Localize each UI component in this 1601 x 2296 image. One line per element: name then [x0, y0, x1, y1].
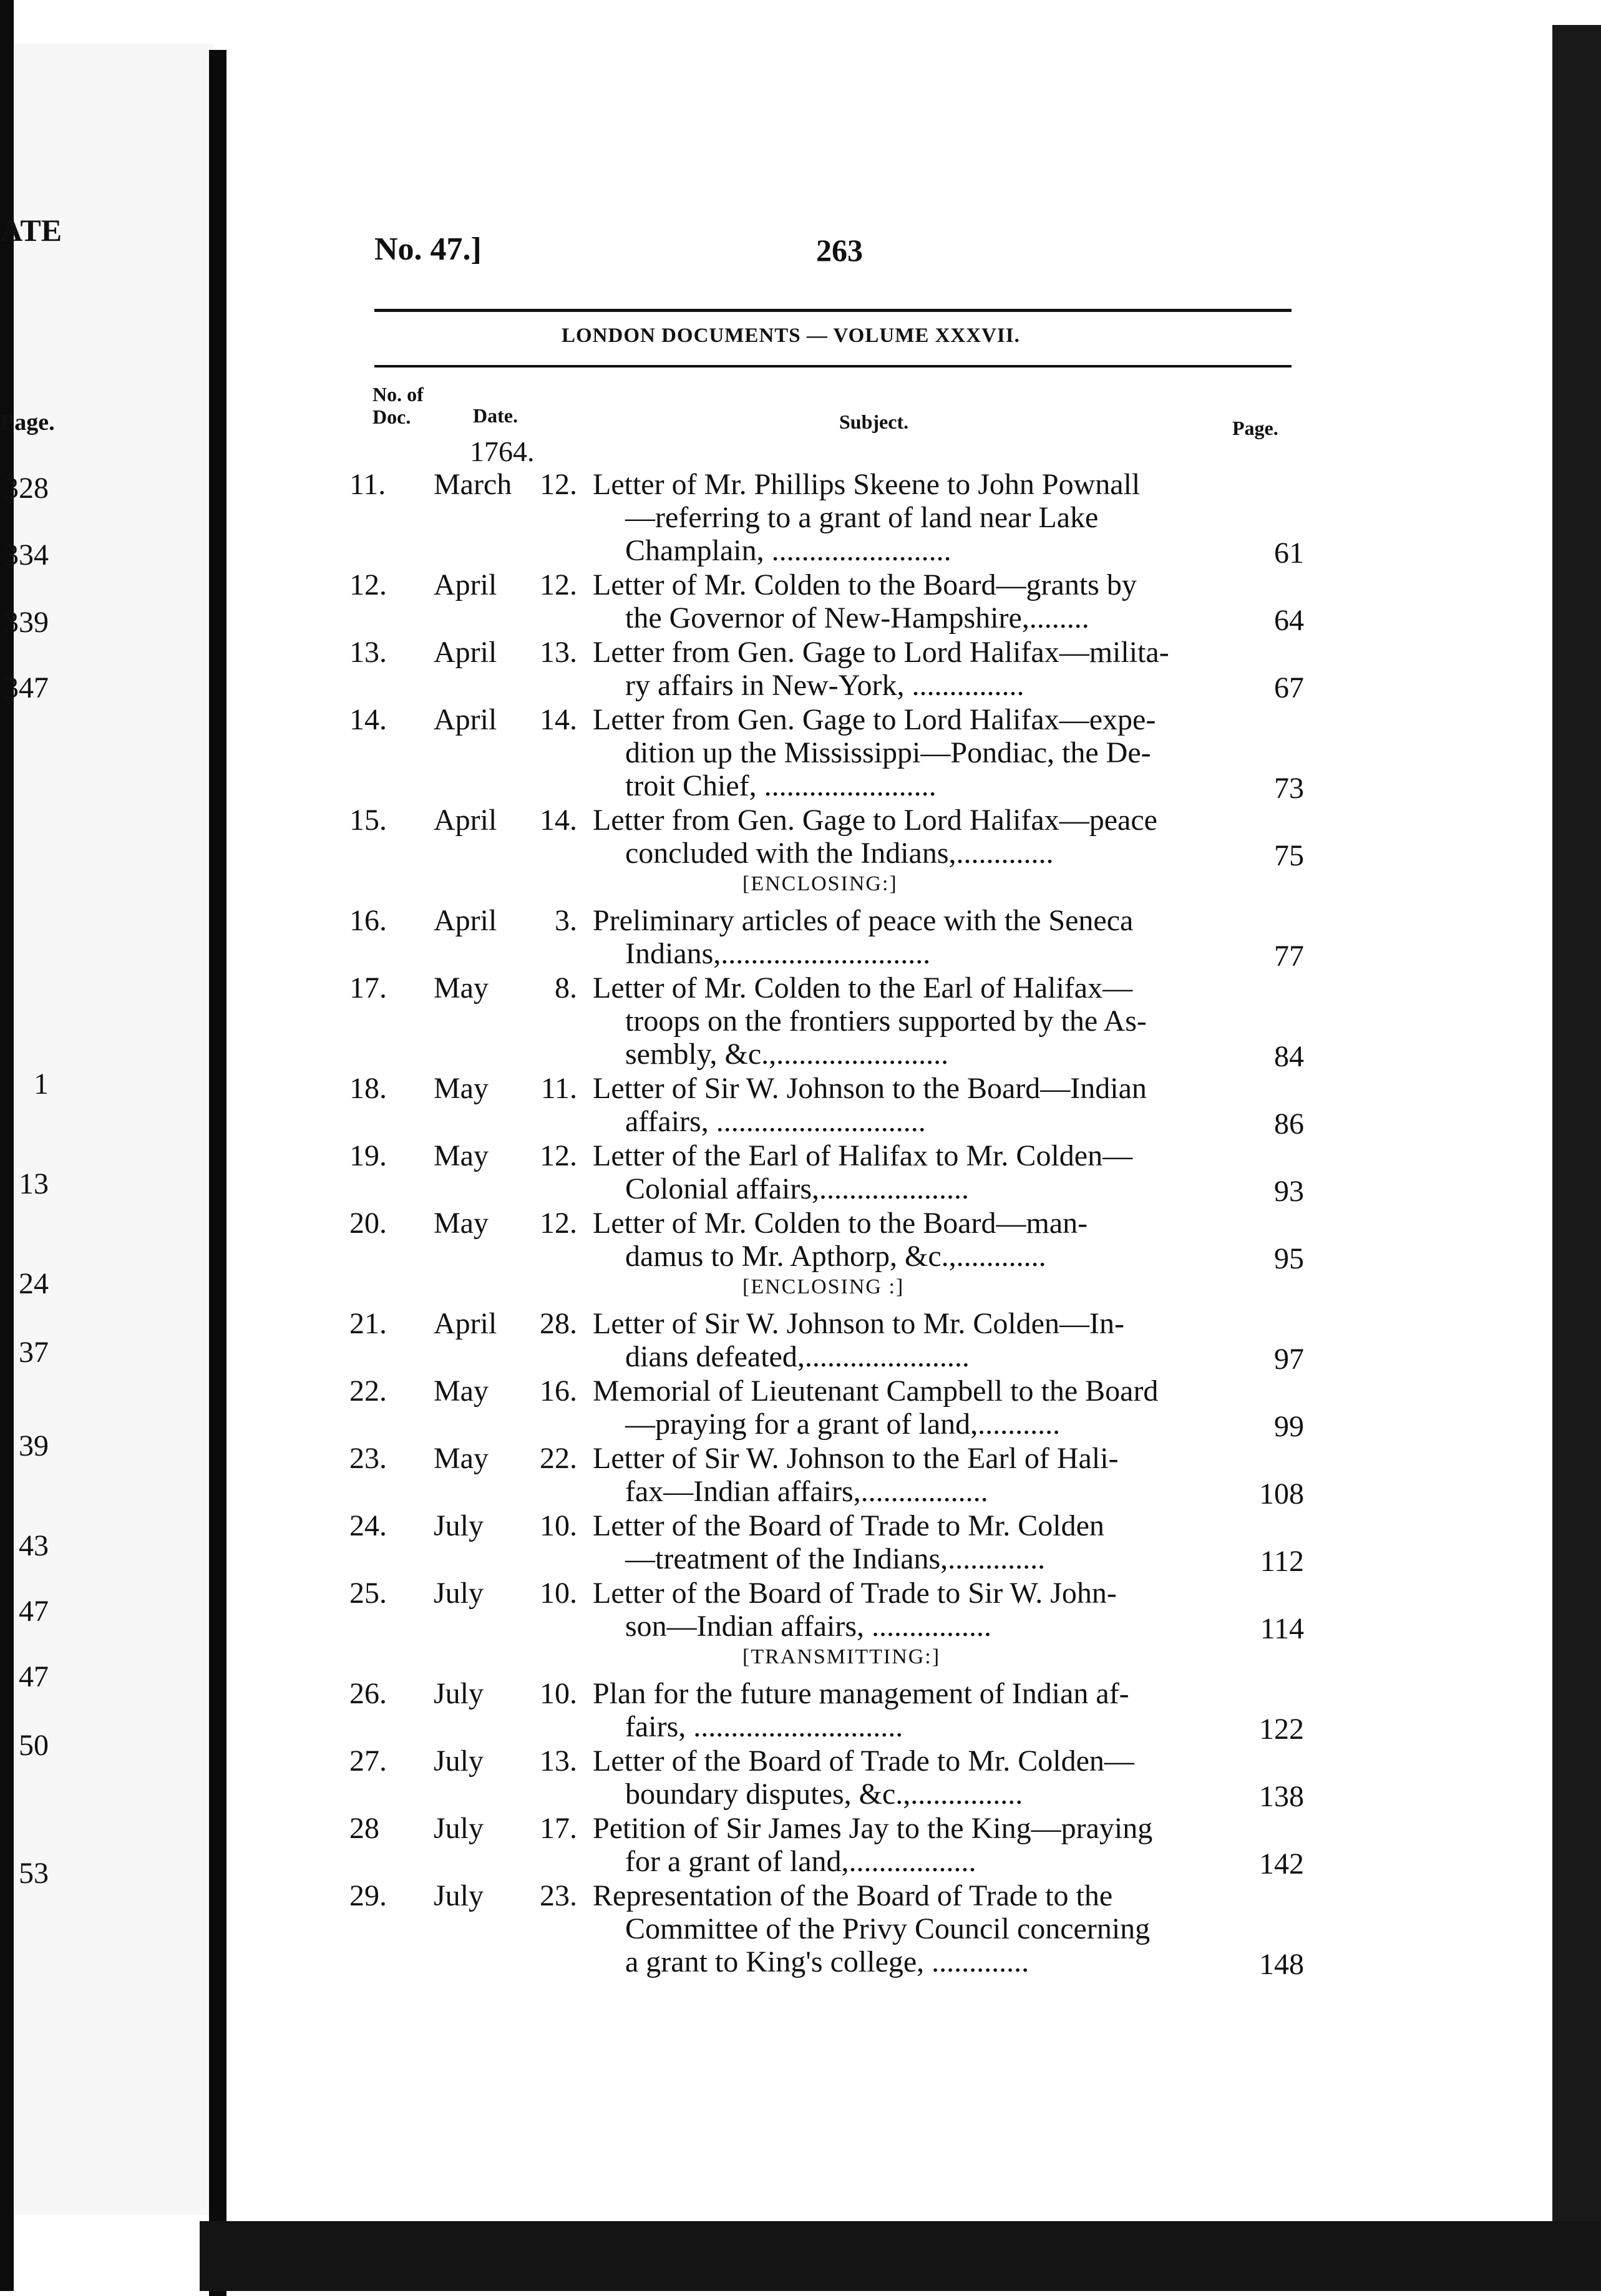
entry-subject-line: Plan for the future management of Indian af- [593, 1677, 1129, 1710]
entry-subject-line: Letter from Gen. Gage to Lord Halifax—peace [593, 804, 1157, 837]
entry-month: April [434, 568, 497, 601]
entry-month: April [434, 703, 497, 736]
entry-subject-line: ry affairs in New-York, ............... [625, 669, 1024, 702]
entry-date [434, 468, 596, 501]
entry-subject-line: Letter from Gen. Gage to Lord Halifax—milita- [593, 636, 1169, 669]
scan-edge-right [1552, 25, 1601, 2291]
enclosure-marker: [TRANSMITTING:] [742, 1645, 941, 1668]
prev-page-number: 39 [19, 1429, 49, 1462]
entry-number: 26. [349, 1677, 387, 1710]
entry-subject [593, 904, 1223, 970]
entry-day: 23. [540, 1879, 577, 1912]
entry-number: 11. [349, 468, 386, 501]
entry-day: 13. [540, 636, 577, 669]
entry-date [434, 971, 596, 1004]
entry-day: 13. [540, 1744, 577, 1778]
section-title: LONDON DOCUMENTS — VOLUME XXXVII. [562, 324, 1020, 347]
entry-subject-line: —referring to a grant of land near Lake [625, 501, 1099, 534]
entry-month: July [434, 1812, 484, 1845]
entry-date [434, 1812, 596, 1845]
prev-page-number: 1 [34, 1068, 49, 1101]
entry-date [434, 1207, 596, 1240]
entry-month: March [434, 468, 512, 501]
entry-subject-line: troit Chief, ....................... [625, 769, 937, 802]
entry-subject [593, 1677, 1223, 1743]
entry-page-ref: 97 [1274, 1343, 1304, 1376]
entry-number: 12. [349, 568, 387, 601]
entry-month: April [434, 1307, 497, 1340]
entry-subject-line: Committee of the Privy Council concerning [625, 1912, 1151, 1945]
entry-subject-line: son—Indian affairs, ................ [625, 1610, 992, 1643]
entry-subject-line: fax—Indian affairs,................. [625, 1475, 988, 1508]
entry-subject-line: the Governor of New-Hampshire,........ [625, 601, 1089, 635]
entry-subject-line: Letter of the Board of Trade to Sir W. John- [593, 1577, 1117, 1610]
scan-edge-left [0, 0, 14, 2291]
entry-number: 29. [349, 1879, 387, 1912]
entry-number: 23. [349, 1442, 387, 1475]
entry-day: 16. [540, 1374, 577, 1408]
entry-day: 8. [555, 971, 577, 1004]
entry-subject-line: Letter of Sir W. Johnson to the Earl of Hali- [593, 1442, 1119, 1475]
entry-date [434, 1879, 596, 1912]
entry-month: July [434, 1744, 484, 1778]
entry-subject-line: affairs, ............................ [625, 1105, 926, 1138]
entry-page-ref: 112 [1260, 1545, 1304, 1578]
top-rule [374, 309, 1292, 312]
enclosure-marker: [ENCLOSING :] [742, 1275, 905, 1298]
entry-page-ref: 114 [1260, 1612, 1304, 1645]
entry-page-ref: 84 [1274, 1040, 1304, 1073]
entry-page-ref: 95 [1274, 1242, 1304, 1275]
entry-month: May [434, 1207, 489, 1240]
entry-subject-line: dition up the Mississippi—Pondiac, the De- [625, 736, 1151, 769]
document-number: No. 47.] [374, 231, 482, 267]
entry-day: 17. [540, 1812, 577, 1845]
prev-page-number: 43 [19, 1529, 49, 1562]
entry-number: 28 [349, 1812, 379, 1845]
entry-date [434, 636, 596, 669]
entry-number: 16. [349, 904, 387, 937]
entry-page-ref: 138 [1259, 1780, 1304, 1813]
entry-date [434, 1072, 596, 1105]
entry-subject-line: Letter of Sir W. Johnson to the Board—Indian [593, 1072, 1147, 1105]
entry-subject-line: —treatment of the Indians,............. [625, 1542, 1046, 1575]
entry-subject-line: Champlain, ........................ [625, 534, 951, 567]
entry-day: 12. [540, 1207, 577, 1240]
entry-subject [593, 1577, 1223, 1643]
entry-day: 11. [540, 1072, 577, 1105]
entry-day: 28. [540, 1307, 577, 1340]
entry-date [434, 804, 596, 837]
entry-subject-line: Letter of Mr. Colden to the Board—grants by [593, 568, 1137, 601]
entry-page-ref: 77 [1274, 940, 1304, 973]
entry-month: April [434, 904, 497, 937]
entry-subject [593, 1442, 1223, 1508]
entry-subject-line: Letter of the Board of Trade to Mr. Colden— [593, 1744, 1134, 1778]
entry-page-ref: 67 [1274, 671, 1304, 704]
prev-page-number: 47 [19, 1660, 49, 1693]
entry-date [434, 1139, 596, 1172]
entry-date [434, 1374, 596, 1408]
entry-number: 25. [349, 1577, 387, 1610]
entry-month: May [434, 1072, 489, 1105]
entry-month: July [434, 1509, 484, 1542]
entry-subject [593, 703, 1223, 802]
entry-subject [593, 568, 1223, 635]
prev-page-column-label: Page. [0, 409, 55, 435]
entry-date [434, 1442, 596, 1475]
book-gutter [209, 50, 226, 2296]
entry-page-ref: 86 [1274, 1107, 1304, 1141]
entry-month: May [434, 1442, 489, 1475]
entry-day: 10. [540, 1577, 577, 1610]
prev-page-number: 37 [19, 1336, 49, 1369]
entry-subject-line: concluded with the Indians,............. [625, 837, 1054, 870]
entry-number: 13. [349, 636, 387, 669]
entry-subject [593, 636, 1223, 702]
entry-date [434, 1677, 596, 1710]
entry-subject-line: Letter of Mr. Phillips Skeene to John Pownall [593, 468, 1141, 501]
entry-subject [593, 1374, 1223, 1441]
entry-month: April [434, 804, 497, 837]
prev-page-number: 13 [19, 1167, 49, 1200]
entry-number: 24. [349, 1509, 387, 1542]
prev-page-number: 334 [4, 538, 49, 572]
entry-month: July [434, 1577, 484, 1610]
entry-subject-line: Letter of the Board of Trade to Mr. Colden [593, 1509, 1104, 1542]
entry-subject-line: boundary disputes, &c.,............... [625, 1778, 1023, 1811]
column-header-subject: Subject. [839, 411, 909, 433]
entry-subject-line: Colonial affairs,.................... [625, 1172, 970, 1205]
entry-subject-line: dians defeated,...................... [625, 1340, 970, 1373]
entry-subject [593, 1307, 1223, 1373]
entry-date [434, 703, 596, 736]
entry-number: 17. [349, 971, 387, 1004]
entry-subject [593, 1744, 1223, 1811]
entry-number: 19. [349, 1139, 387, 1172]
entry-date [434, 1307, 596, 1340]
entry-subject-line: Memorial of Lieutenant Campbell to the Board [593, 1374, 1159, 1408]
prev-page-number: 347 [4, 671, 49, 704]
entry-subject [593, 1139, 1223, 1205]
entry-day: 22. [540, 1442, 577, 1475]
entry-number: 21. [349, 1307, 387, 1340]
entry-subject [593, 1072, 1223, 1138]
entry-subject-line: sembly, &c.,....................... [625, 1038, 949, 1071]
entry-day: 12. [540, 1139, 577, 1172]
entry-subject-line: Petition of Sir James Jay to the King—praying [593, 1812, 1153, 1845]
entry-page-ref: 64 [1274, 604, 1304, 637]
entry-subject-line: Letter of Mr. Colden to the Board—man- [593, 1207, 1088, 1240]
entry-day: 14. [540, 703, 577, 736]
year-heading: 1764. [470, 435, 535, 467]
entry-subject-line: Letter from Gen. Gage to Lord Halifax—expe- [593, 703, 1156, 736]
entry-page-ref: 108 [1259, 1477, 1304, 1510]
entry-page-ref: 61 [1274, 537, 1304, 570]
entry-subject-line: Indians,............................ [625, 937, 931, 970]
entry-subject-line: Representation of the Board of Trade to the [593, 1879, 1113, 1912]
entry-page-ref: 122 [1259, 1713, 1304, 1746]
page-number: 263 [816, 233, 863, 268]
entry-page-ref: 99 [1274, 1410, 1304, 1443]
entry-page-ref: 75 [1274, 839, 1304, 872]
entry-day: 3. [555, 904, 577, 937]
entry-day: 10. [540, 1509, 577, 1542]
entry-day: 14. [540, 804, 577, 837]
entry-subject [593, 468, 1223, 567]
entry-day: 12. [540, 568, 577, 601]
entry-number: 20. [349, 1207, 387, 1240]
entry-subject [593, 1812, 1223, 1878]
entry-subject-line: —praying for a grant of land,........... [625, 1408, 1061, 1441]
entry-subject-line: Preliminary articles of peace with the Seneca [593, 904, 1134, 937]
entry-month: July [434, 1879, 484, 1912]
entry-month: April [434, 636, 497, 669]
entry-subject [593, 1207, 1223, 1273]
entry-date [434, 1509, 596, 1542]
prev-page-number: 339 [4, 606, 49, 639]
column-header-page: Page. [1232, 417, 1278, 439]
entry-subject [593, 1879, 1223, 1978]
entry-page-ref: 148 [1259, 1948, 1304, 1981]
entry-page-ref: 93 [1274, 1175, 1304, 1208]
entry-subject [593, 971, 1223, 1071]
prev-header-fragment: ATE [0, 213, 62, 248]
enclosure-marker: [ENCLOSING:] [742, 872, 898, 895]
entry-month: July [434, 1677, 484, 1710]
entry-month: May [434, 1139, 489, 1172]
entry-number: 15. [349, 804, 387, 837]
column-header-doc-no: No. of Doc. [372, 383, 424, 428]
entry-day: 12. [540, 468, 577, 501]
entry-subject-line: Letter of the Earl of Halifax to Mr. Colden— [593, 1139, 1133, 1172]
entry-subject-line: troops on the frontiers supported by the As- [625, 1004, 1147, 1038]
entry-date [434, 1577, 596, 1610]
prev-page-number: 50 [19, 1729, 49, 1762]
entry-subject-line: a grant to King's college, ............. [625, 1945, 1029, 1978]
entry-month: May [434, 1374, 489, 1408]
title-rule [374, 365, 1292, 367]
prev-page-number: 53 [19, 1857, 49, 1890]
entry-page-ref: 142 [1259, 1847, 1304, 1880]
entry-number: 22. [349, 1374, 387, 1408]
entry-month: May [434, 971, 489, 1004]
entry-subject-line: damus to Mr. Apthorp, &c.,............ [625, 1240, 1046, 1273]
entry-date [434, 904, 596, 937]
entry-subject-line: Letter of Mr. Colden to the Earl of Halifax— [593, 971, 1133, 1004]
entry-subject-line: for a grant of land,................. [625, 1845, 976, 1878]
entry-subject-line: fairs, ............................ [625, 1710, 903, 1743]
entry-number: 14. [349, 703, 387, 736]
column-header-date: Date. [473, 404, 518, 427]
entry-number: 27. [349, 1744, 387, 1778]
entry-date [434, 1744, 596, 1778]
entry-subject-line: Letter of Sir W. Johnson to Mr. Colden—In- [593, 1307, 1124, 1340]
entry-number: 18. [349, 1072, 387, 1105]
entry-subject [593, 1509, 1223, 1575]
entry-subject [593, 804, 1223, 870]
prev-page-number: 47 [19, 1595, 49, 1628]
prev-page-number: 328 [4, 472, 49, 505]
entry-page-ref: 73 [1274, 772, 1304, 805]
prev-page-number: 24 [19, 1267, 49, 1300]
entry-day: 10. [540, 1677, 577, 1710]
scan-edge-bottom [200, 2221, 1601, 2291]
entry-date [434, 568, 596, 601]
